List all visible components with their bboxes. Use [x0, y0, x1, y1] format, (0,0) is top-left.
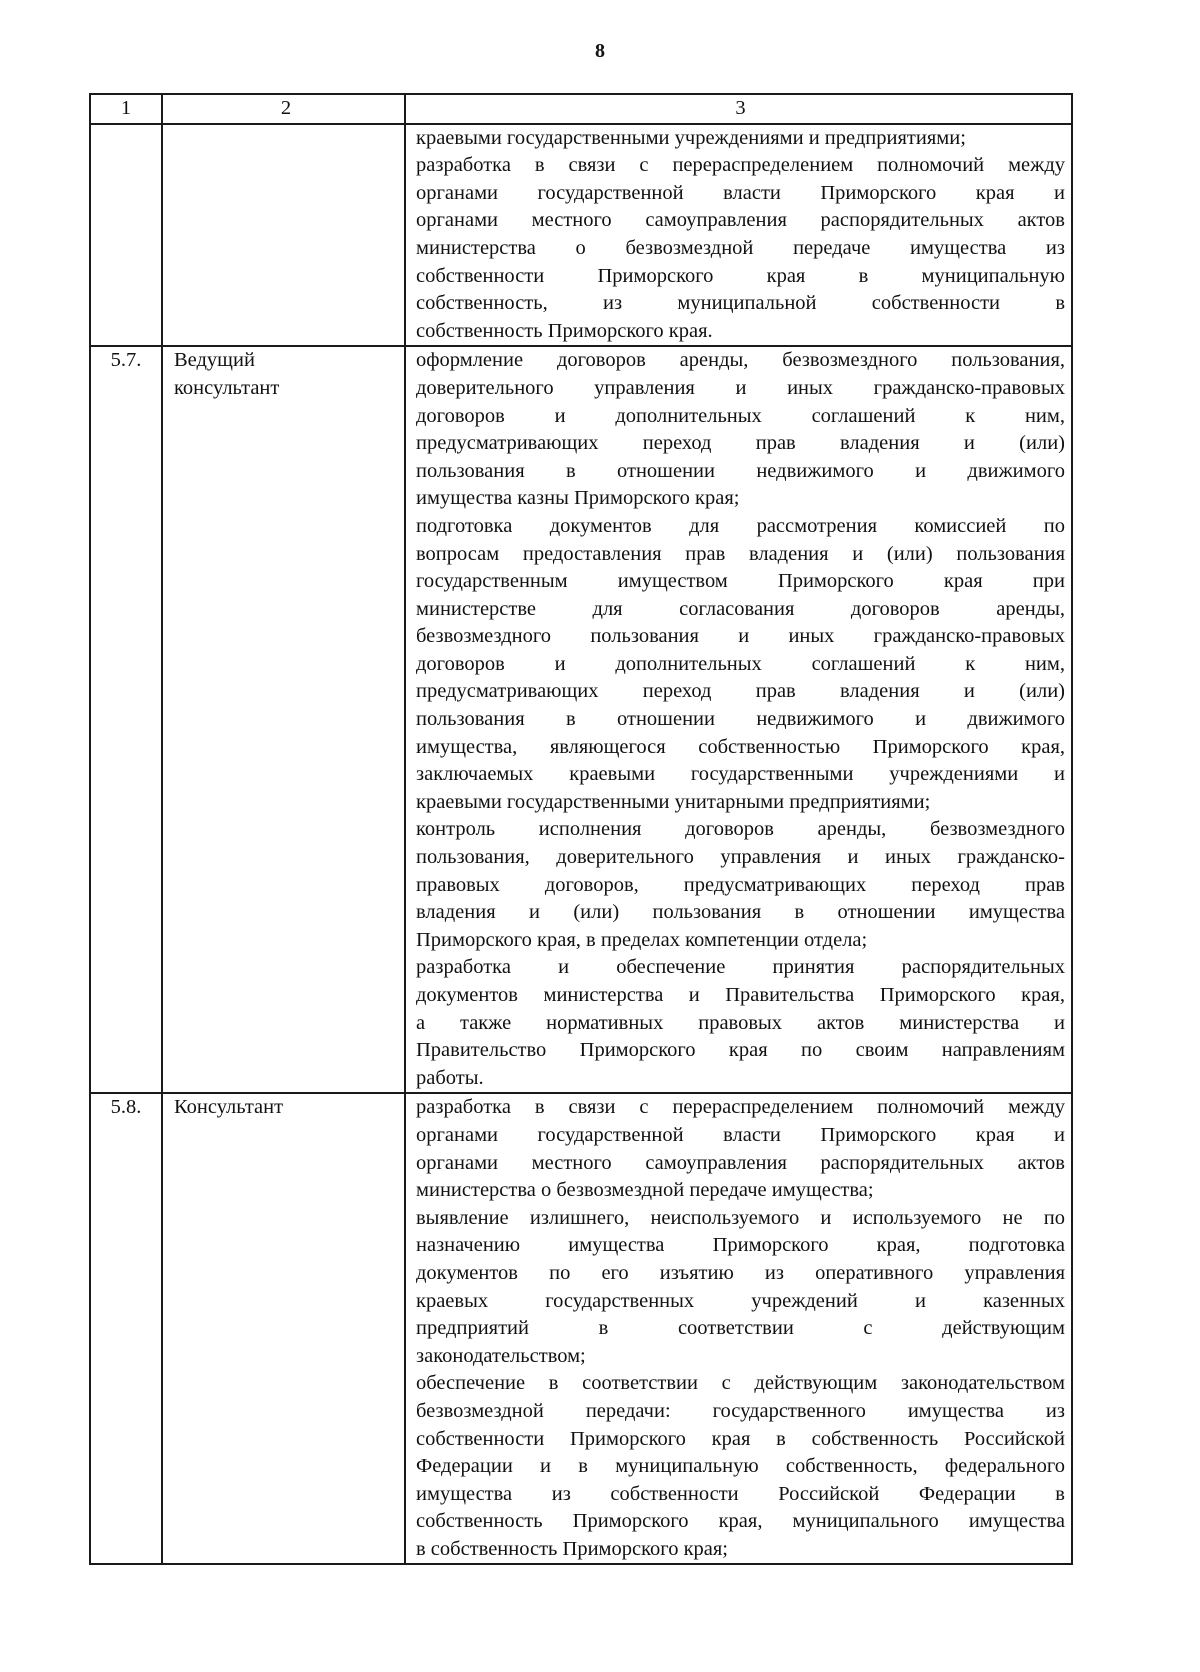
duty-text-line: выявление излишнего, неиспользуемого и используемого не по [416, 1206, 1065, 1229]
duty-text-line: имущества, являющегося собственностью Приморского края, [416, 735, 1065, 758]
position-title [162, 124, 405, 347]
duty-text-line: документов министерства и Правительства Приморского края, [416, 984, 1065, 1006]
duty-text-line: пользования в отношении недвижимого и движимого [416, 459, 1065, 482]
duties-cell [405, 1093, 1072, 1564]
duty-text-line: безвозмездной передачи: государственного имущества из [416, 1399, 1065, 1422]
duty-text-line: заключаемых краевыми государственными учреждениями и [416, 763, 1065, 786]
duty-text-line: разработка в связи с перераспределением полномочий между [416, 1096, 1065, 1119]
table-row [90, 124, 1072, 347]
duty-text-line: краевыми государственными унитарными предприятиями; [416, 790, 931, 813]
duty-text-line: Правительство Приморского края по своим направлениям [416, 1039, 1065, 1062]
duty-text-line: имущества из собственности Российской Федерации в [416, 1482, 1065, 1505]
table-row [90, 346, 1072, 1093]
duty-text-line: контроль исполнения договоров аренды, безвозмездного [416, 818, 1065, 841]
column-header-2: 2 [162, 94, 405, 124]
duty-text-line: органами государственной власти Приморского края и [416, 181, 1065, 204]
duty-text-line: вопросам предоставления прав владения и (или) пользования [416, 542, 1065, 565]
duty-text-line: органами государственной власти Приморского края и [416, 1123, 1065, 1146]
duty-text-line: пользования, доверительного управления и иных гражданско- [416, 846, 1065, 869]
row-number: 5.7. [90, 346, 162, 1093]
duty-text-line: органами местного самоуправления распорядительных актов [416, 209, 1065, 232]
column-header-1: 1 [90, 94, 162, 124]
duty-text-line: собственности Приморского края в собственность Российской [416, 1427, 1065, 1450]
duty-text-line: предусматривающих переход прав владения и (или) [416, 680, 1065, 703]
position-title: Ведущий консультант [162, 346, 405, 1093]
duty-text-line: имущества казны Приморского края; [416, 487, 740, 510]
duty-text-line: подготовка документов для рассмотрения комиссией по [416, 514, 1065, 537]
duty-text-line: разработка в связи с перераспределением полномочий между [416, 154, 1065, 177]
duty-text-line: краевыми государственными учреждениями и предприятиями; [416, 126, 966, 149]
duty-text-line: собственность Приморского края, муниципального имущества [416, 1510, 1065, 1533]
duty-text-line: договоров и дополнительных соглашений к ним, [416, 652, 1065, 675]
duty-text-line: документов по его изъятию из оперативного управления [416, 1261, 1065, 1284]
duty-text-line: министерства о безвозмездной передаче имущества; [416, 1179, 874, 1202]
duty-text-line: органами местного самоуправления распорядительных актов [416, 1151, 1065, 1174]
duty-text-line: предусматривающих переход прав владения и (или) [416, 432, 1065, 455]
duties-cell [405, 124, 1072, 347]
duty-text-line: краевых государственных учреждений и казенных [416, 1289, 1065, 1312]
duty-text-line: министерстве для согласования договоров аренды, [416, 597, 1065, 620]
row-number [90, 124, 162, 347]
duty-text-line: а также нормативных правовых актов министерства и [416, 1011, 1065, 1034]
duty-text-line: разработка и обеспечение принятия распорядительных [416, 956, 1065, 979]
duty-text-line: собственность, из муниципальной собственности в [416, 292, 1065, 315]
row-number: 5.8. [90, 1093, 162, 1564]
duty-text-line: собственность Приморского края. [416, 319, 713, 342]
responsibilities-table [89, 93, 1073, 1565]
duty-text-line: обеспечение в соответствии с действующим законодательством [416, 1372, 1065, 1395]
duty-text-line: предприятий в соответствии с действующим [416, 1317, 1065, 1340]
duty-text-line: безвозмездного пользования и иных гражданско-правовых [416, 625, 1065, 648]
duty-text-line: Приморского края, в пределах компетенции отдела; [416, 928, 868, 951]
duty-text-line: собственности Приморского края в муниципальную [416, 264, 1065, 287]
table-header-row [90, 94, 1072, 124]
duty-text-line: правовых договоров, предусматривающих переход прав [416, 873, 1065, 896]
duty-text-line: работы. [416, 1066, 484, 1089]
position-title: Консультант [162, 1093, 405, 1564]
page-number: 8 [595, 40, 605, 62]
column-header-3: 3 [405, 94, 1072, 124]
duty-text-line: законодательством; [416, 1344, 586, 1367]
duty-text-line: назначению имущества Приморского края, подготовка [416, 1234, 1065, 1257]
duty-text-line: Федерации и в муниципальную собственность, федерального [416, 1455, 1065, 1478]
duties-cell [405, 346, 1072, 1093]
duty-text-line: владения и (или) пользования в отношении имущества [416, 901, 1065, 924]
table-row [90, 1093, 1072, 1564]
duty-text-line: договоров и дополнительных соглашений к ним, [416, 404, 1065, 427]
duty-text-line: оформление договоров аренды, безвозмездного пользования, [416, 349, 1065, 372]
duty-text-line: пользования в отношении недвижимого и движимого [416, 708, 1065, 731]
duty-text-line: министерства о безвозмездной передаче имущества из [416, 236, 1065, 259]
duty-text-line: доверительного управления и иных гражданско-правовых [416, 376, 1065, 399]
duty-text-line: государственным имуществом Приморского края при [416, 570, 1065, 593]
duty-text-line: в собственность Приморского края; [416, 1537, 729, 1560]
